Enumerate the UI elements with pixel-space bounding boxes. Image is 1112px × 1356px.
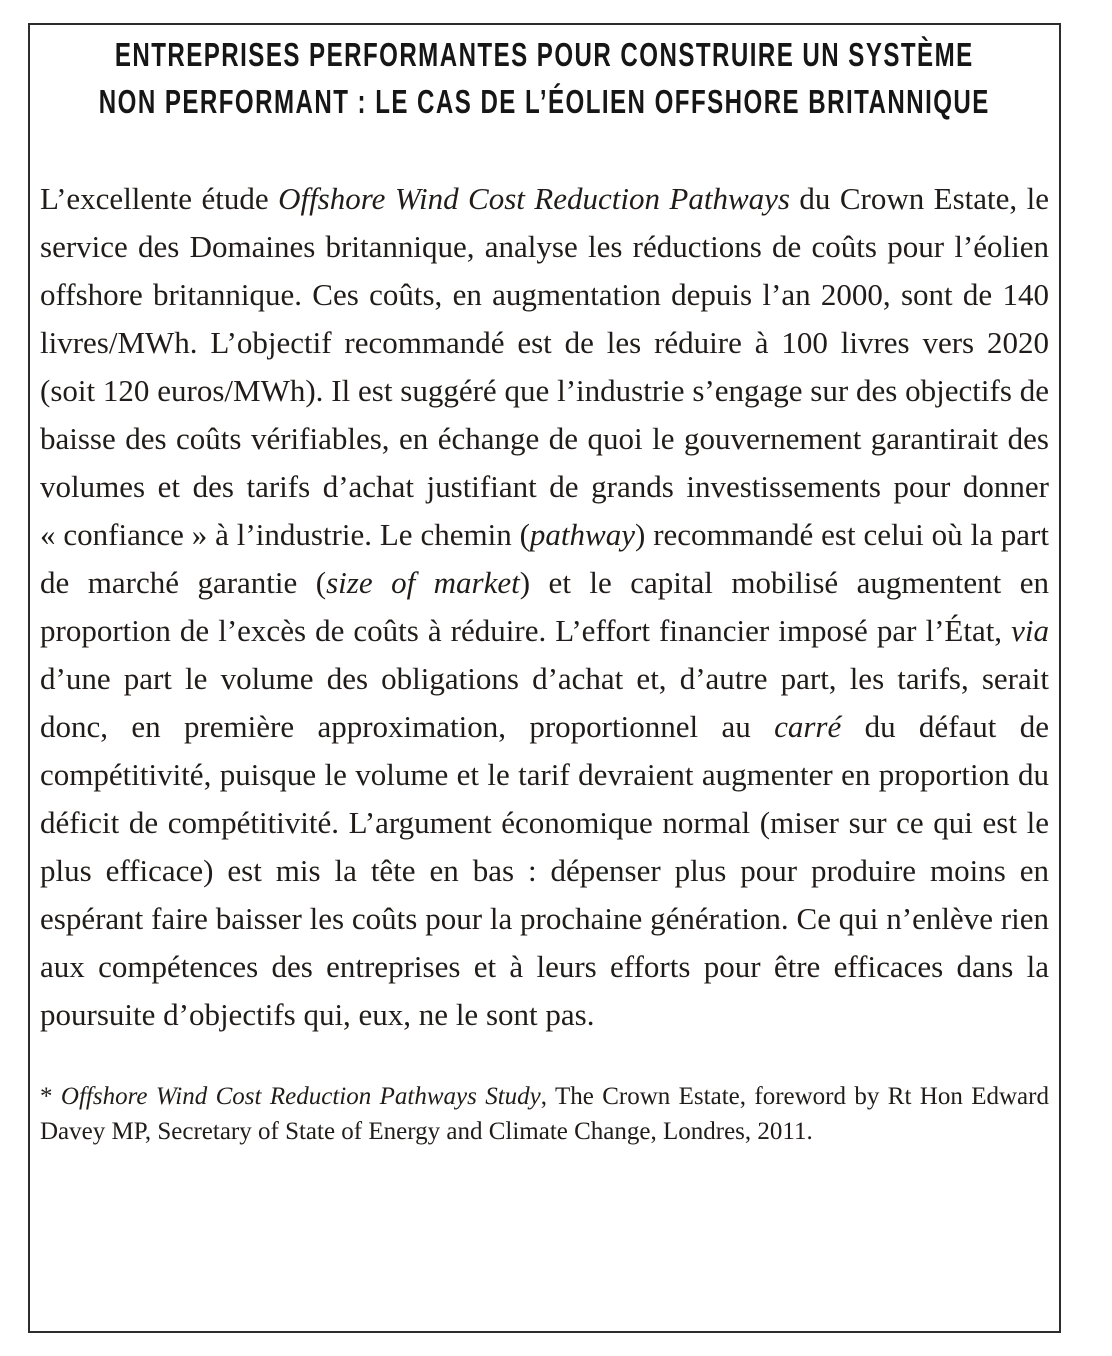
italic-text-segment: via [1011, 613, 1049, 648]
italic-text-segment: Offshore Wind Cost Reduction Pathways Study [60, 1083, 541, 1110]
box-title-line-2 [40, 78, 1049, 125]
box-title-line-1 [40, 31, 1049, 78]
text-segment: L’excellente étude [40, 181, 279, 216]
text-segment: ) recommandé est celui où la part de marché garantie ( [40, 517, 1049, 600]
text-segment: * [40, 1083, 61, 1110]
text-segment: d’une part le volume des obligations d’achat et, d’autre part, les tarifs, serait donc, en première approximation, proportionnel au [40, 661, 1049, 744]
footnote [40, 1079, 1049, 1149]
box-title [40, 31, 1049, 125]
text-segment: du défaut de compétitivité, puisque le volume et le tarif devraient augmenter en proportion du déficit de compétitivité. L’argument économique normal (miser sur ce qui est le plus efficace) est mis la tête en bas : dépenser plus pour produire moins en espérant faire baisser les coûts pour la prochaine génération. Ce qui n’enlève rien aux compétences des entreprises et à leurs efforts pour être efficaces dans la poursuite d’objectifs qui, eux, ne le sont pas. [40, 709, 1050, 1032]
text-segment: du Crown Estate, le service des Domaines britannique, analyse les réductions de coûts pour l’éolien offshore britannique. Ces coûts, en augmentation depuis l’an 2000, sont de 140 livres/MWh. L’objectif recommandé est de les réduire à 100 livres vers 2020 (soit 120 euros/MWh). Il est suggéré que l’industrie s’engage sur des objectifs de baisse des coûts vérifiables, en échange de quoi le gouvernement garantirait des volumes et des tarifs d’achat justifiant de grands investissements pour donner « confiance » à l’industrie. Le chemin ( [40, 181, 1049, 552]
italic-text-segment: carré [774, 709, 842, 744]
italic-text-segment: Offshore Wind Cost Reduction Pathways [278, 181, 790, 216]
italic-text-segment: pathway [529, 517, 635, 552]
body-paragraph [40, 175, 1049, 1039]
text-segment: ) et le capital mobilisé augmentent en proportion de l’excès de coûts à réduire. L’effort financier imposé par l’État, [40, 565, 1049, 648]
sidebar-box-frame [28, 23, 1061, 1333]
box-title-line-1-text: ENTREPRISES PERFORMANTES POUR CONSTRUIRE UN SYSTÈME [115, 36, 974, 73]
text-segment: , The Crown Estate, foreword by Rt Hon Edward Davey MP, Secretary of State of Energy and Climate Change, Londres, 2011. [40, 1083, 1049, 1145]
italic-text-segment: size of market [326, 565, 520, 600]
box-title-line-2-text: NON PERFORMANT : LE CAS DE L’ÉOLIEN OFFSHORE BRITANNIQUE [98, 83, 991, 120]
